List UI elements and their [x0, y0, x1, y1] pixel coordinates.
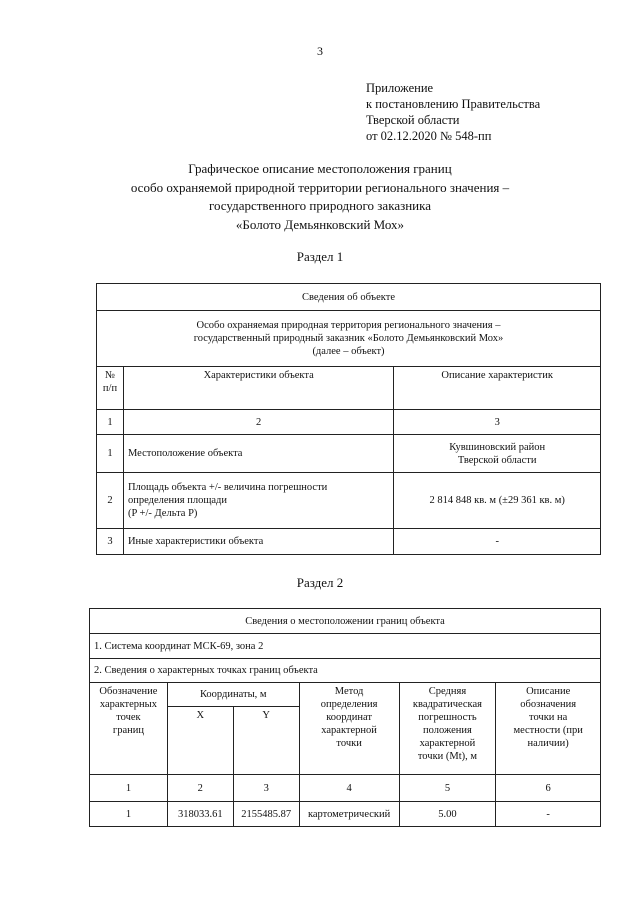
- row-characteristic: Иные характеристики объекта: [123, 529, 393, 555]
- points-title: 2. Сведения о характерных точках границ объекта: [90, 659, 601, 683]
- header-line: характерной: [419, 738, 476, 749]
- title-line: Графическое описание местоположения границ: [188, 161, 452, 176]
- header-num-line: №: [104, 370, 115, 381]
- header-characteristics: Характеристики объекта: [123, 367, 393, 410]
- title-line: «Болото Демьянковский Мох»: [235, 216, 405, 232]
- object-info-table: [96, 283, 601, 555]
- header-coords: Координаты, м: [167, 683, 299, 707]
- header-line: Метод: [334, 686, 364, 697]
- header-line: точек: [116, 712, 141, 723]
- header-designation: [90, 683, 168, 775]
- column-number: 1: [97, 410, 124, 435]
- row-description: [394, 435, 601, 473]
- document-title: [0, 160, 640, 234]
- coord-system: 1. Система координат МСК-69, зона 2: [90, 634, 601, 659]
- table-row: [97, 473, 601, 529]
- header-line: определения: [320, 699, 378, 710]
- column-number: 3: [233, 775, 299, 802]
- column-number: 3: [394, 410, 601, 435]
- column-number: 5: [399, 775, 496, 802]
- header-line: наличии): [527, 738, 569, 749]
- header-line: характерных: [99, 699, 157, 710]
- point-location: -: [496, 802, 601, 827]
- appendix-line: к постановлению Правительства: [366, 97, 541, 111]
- appendix-line: от 02.12.2020 № 548-пп: [366, 129, 492, 143]
- appendix-block: [366, 80, 540, 144]
- char-line: (P +/- Дельта P): [127, 508, 198, 519]
- section-2-heading: Раздел 2: [296, 575, 344, 590]
- char-line: определения площади: [127, 495, 228, 506]
- header-line: точки на: [529, 712, 568, 723]
- header-location: [496, 683, 601, 775]
- title-line: особо охраняемой природной территории регионального значения –: [130, 179, 510, 195]
- point-y: 2155485.87: [233, 802, 299, 827]
- header-line: положения: [423, 725, 472, 736]
- point-x: 318033.61: [167, 802, 233, 827]
- header-line: обозначения: [520, 699, 577, 710]
- header-method: [299, 683, 399, 775]
- column-number: 4: [299, 775, 399, 802]
- page-number: 3: [317, 44, 323, 58]
- boundary-points-table: [89, 608, 601, 827]
- table-row: [90, 802, 601, 827]
- object-line: Особо охраняемая природная территория регионального значения –: [196, 320, 501, 331]
- header-line: Обозначение: [99, 686, 158, 697]
- header-num: [97, 367, 124, 410]
- row-description: 2 814 848 кв. м (±29 361 кв. м): [394, 473, 601, 529]
- appendix-line: Приложение: [366, 81, 434, 95]
- header-x: X: [167, 707, 233, 775]
- header-error: [399, 683, 496, 775]
- title-line: государственного природного заказника: [208, 198, 432, 213]
- header-line: точки: [336, 738, 362, 749]
- row-characteristic: [123, 473, 393, 529]
- table-row: [97, 435, 601, 473]
- section-1-heading: Раздел 1: [296, 249, 344, 264]
- header-line: характерной: [321, 725, 377, 736]
- point-method: картометрический: [299, 802, 399, 827]
- header-line: местности (при: [513, 725, 583, 736]
- point-id: 1: [90, 802, 168, 827]
- row-description: -: [394, 529, 601, 555]
- table-title: Сведения об объекте: [97, 284, 601, 311]
- object-name-cell: [97, 311, 601, 367]
- header-line: Средняя: [428, 686, 467, 697]
- row-characteristic: Местоположение объекта: [123, 435, 393, 473]
- header-line: Описание: [526, 686, 571, 697]
- char-line: Площадь объекта +/- величина погрешности: [127, 482, 328, 493]
- column-number: 2: [167, 775, 233, 802]
- object-line: государственный природный заказник «Болото Демьянковский Мох»: [193, 333, 504, 344]
- header-line: координат: [326, 712, 372, 723]
- point-error: 5.00: [399, 802, 496, 827]
- header-line: границ: [112, 725, 144, 736]
- row-num: 3: [97, 529, 124, 555]
- column-number: 2: [123, 410, 393, 435]
- object-line: (далее – объект): [312, 346, 385, 357]
- column-number: 6: [496, 775, 601, 802]
- header-y: Y: [233, 707, 299, 775]
- header-line: точки (Mt), м: [417, 751, 478, 762]
- header-line: квадратическая: [412, 699, 482, 710]
- header-description: Описание характеристик: [394, 367, 601, 410]
- appendix-line: Тверской области: [366, 113, 460, 127]
- desc-line: Кувшиновский район: [449, 441, 546, 453]
- table-row: [97, 529, 601, 555]
- desc-line: Тверской области: [457, 454, 537, 466]
- column-number: 1: [90, 775, 168, 802]
- row-num: 1: [97, 435, 124, 473]
- header-line: погрешность: [418, 712, 477, 723]
- row-num: 2: [97, 473, 124, 529]
- table-title: Сведения о местоположении границ объекта: [90, 609, 601, 634]
- header-num-line: п/п: [102, 383, 118, 394]
